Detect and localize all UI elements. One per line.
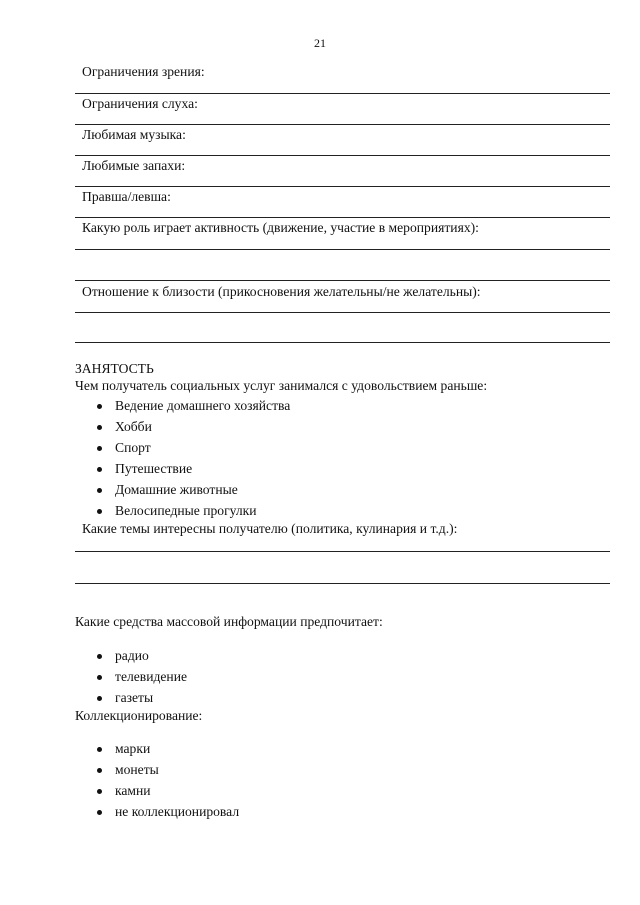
list-item-label: марки [115,741,151,756]
page-number: 21 [314,36,326,50]
bullet-icon [97,446,102,451]
answer-line[interactable] [75,249,610,250]
list-item[interactable] [95,666,187,687]
bullet-icon [97,810,102,815]
list-item[interactable] [95,437,290,458]
answer-line[interactable] [75,124,610,125]
bullet-icon [97,747,102,752]
vision-limitations-label: Ограничения зрения: [82,64,205,79]
list-item[interactable] [95,458,290,479]
media-list [95,645,187,708]
closeness-attitude-label: Отношение к близости (прикосновения желательны/не желательны): [82,284,481,299]
answer-line[interactable] [75,93,610,94]
answer-line[interactable] [75,312,610,313]
list-item[interactable] [95,738,239,759]
answer-line[interactable] [75,155,610,156]
list-item-label: газеты [115,690,154,705]
bullet-icon [97,768,102,773]
collecting-list [95,738,239,822]
bullet-icon [97,654,102,659]
hearing-limitations-label: Ограничения слуха: [82,96,198,111]
favorite-music-label: Любимая музыка: [82,127,186,142]
handedness-label: Правша/левша: [82,189,171,204]
bullet-icon [97,404,102,409]
list-item[interactable] [95,416,290,437]
bullet-icon [97,488,102,493]
list-item-label: не коллекционировал [115,804,240,819]
list-item-label: Путешествие [115,461,193,476]
list-item[interactable] [95,395,290,416]
list-item[interactable] [95,645,187,666]
list-item-label: монеты [115,762,159,777]
answer-line[interactable] [75,186,610,187]
answer-line[interactable] [75,551,610,552]
list-item[interactable] [95,479,290,500]
past-activities-list [95,395,290,521]
employment-heading: ЗАНЯТОСТЬ [75,361,154,376]
past-activities-question: Чем получатель социальных услуг занимался с удовольствием раньше: [75,378,488,393]
bullet-icon [97,509,102,514]
bullet-icon [97,789,102,794]
list-item-label: Домашние животные [115,482,238,497]
list-item[interactable] [95,687,187,708]
media-question: Какие средства массовой информации предпочитает: [75,614,383,629]
list-item-label: Спорт [115,440,151,455]
bullet-icon [97,696,102,701]
list-item-label: телевидение [115,669,188,684]
list-item-label: Ведение домашнего хозяйства [115,398,291,413]
answer-line[interactable] [75,280,610,281]
section-divider [75,342,610,343]
list-item-label: радио [115,648,149,663]
list-item[interactable] [95,500,290,521]
list-item[interactable] [95,759,239,780]
favorite-smells-label: Любимые запахи: [82,158,186,173]
bullet-icon [97,467,102,472]
bullet-icon [97,675,102,680]
list-item-label: камни [115,783,151,798]
list-item[interactable] [95,780,239,801]
answer-line[interactable] [75,583,610,584]
collecting-question: Коллекционирование: [75,708,203,723]
answer-line[interactable] [75,217,610,218]
list-item[interactable] [95,801,239,822]
list-item-label: Хобби [115,419,152,434]
list-item-label: Велосипедные прогулки [115,503,257,518]
bullet-icon [97,425,102,430]
activity-role-label: Какую роль играет активность (движение, участие в мероприятиях): [82,220,479,235]
interests-topics-label: Какие темы интересны получателю (политика, кулинария и т.д.): [82,521,458,536]
